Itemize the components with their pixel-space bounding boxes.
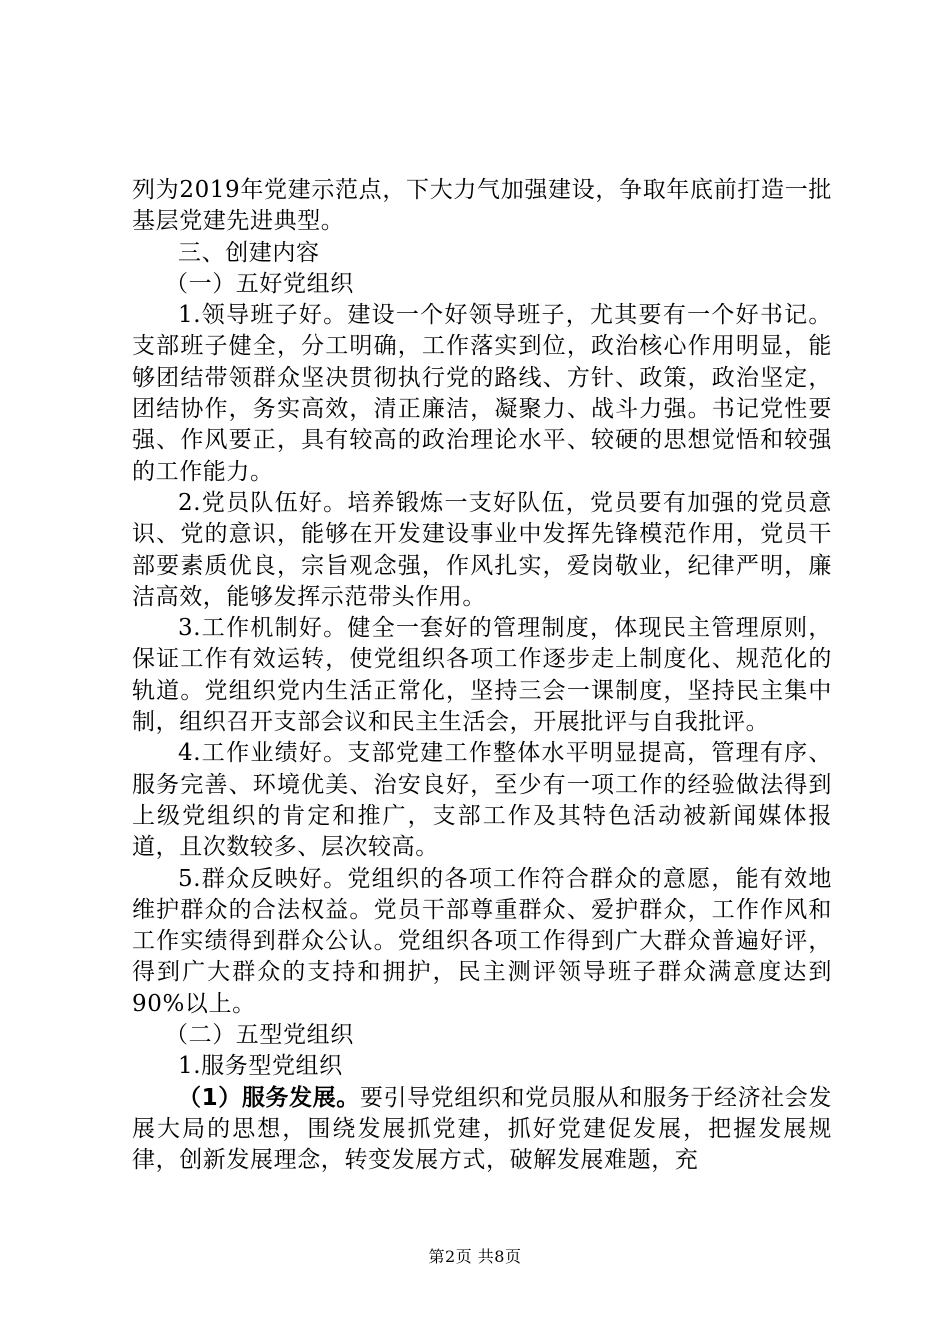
paragraph-1: 1.领导班子好。建设一个好领导班子，尤其要有一个好书记。支部班子健全，分工明确，工作落实到位，政治核心作用明显，能够团结带领群众坚决贯彻执行党的路线、方针、政策，政治坚定，团结协作，务实高效，清正廉洁，凝聚力、战斗力强。书记党性要强、作风要正，具有较高的政治理论水平、较硬的思想觉悟和较强的工作能力。 bbox=[132, 302, 832, 485]
paragraph-service-development bbox=[132, 1083, 832, 1177]
paragraph-5: 5.群众反映好。党组织的各项工作符合群众的意愿，能有效地维护群众的合法权益。党员干部尊重群众、爱护群众，工作作风和工作实绩得到群众公认。党组织各项工作得到广大群众普遍好评，得到广大群众的支持和拥护，民主测评领导班子群众满意度达到90%以上。 bbox=[132, 865, 832, 1017]
subsection-heading-2: （二）五型党组织 bbox=[165, 1022, 354, 1049]
subsection-heading-1: （一）五好党组织 bbox=[165, 270, 354, 297]
document-body bbox=[132, 175, 832, 1177]
section-heading: 三、创建内容 bbox=[178, 239, 320, 266]
page-footer: 第2页 共8页 bbox=[428, 1247, 522, 1266]
item-heading: 1.服务型党组织 bbox=[178, 1053, 343, 1080]
paragraph-lead: （1）服务发展。 bbox=[178, 1084, 360, 1111]
paragraph-text: 要引导党组织和党员服从和服务于经济社会发展大局的思想，围绕发展抓党建，抓好党建促发展，把握发展规律，创新发展理念，转变发展方式，破解发展难题，充 bbox=[132, 1084, 832, 1174]
intro-paragraph: 列为2019年党建示范点，下大力气加强建设，争取年底前打造一批基层党建先进典型。 bbox=[132, 177, 832, 235]
paragraph-4: 4.工作业绩好。支部党建工作整体水平明显提高，管理有序、服务完善、环境优美、治安良好，至少有一项工作的经验做法得到上级党组织的肯定和推广，支部工作及其特色活动被新闻媒体报道，且次数较多、层次较高。 bbox=[132, 740, 832, 861]
paragraph-2: 2.党员队伍好。培养锻炼一支好队伍，党员要有加强的党员意识、党的意识，能够在开发建设事业中发挥先锋模范作用，党员干部要素质优良，宗旨观念强，作风扎实，爱岗敬业，纪律严明，廉洁高效，能够发挥示范带头作用。 bbox=[132, 489, 832, 610]
paragraph-3: 3.工作机制好。健全一套好的管理制度，体现民主管理原则，保证工作有效运转，使党组织各项工作逐步走上制度化、规范化的轨道。党组织党内生活正常化，坚持三会一课制度，坚持民主集中制，组织召开支部会议和民主生活会，开展批评与自我批评。 bbox=[132, 615, 832, 736]
